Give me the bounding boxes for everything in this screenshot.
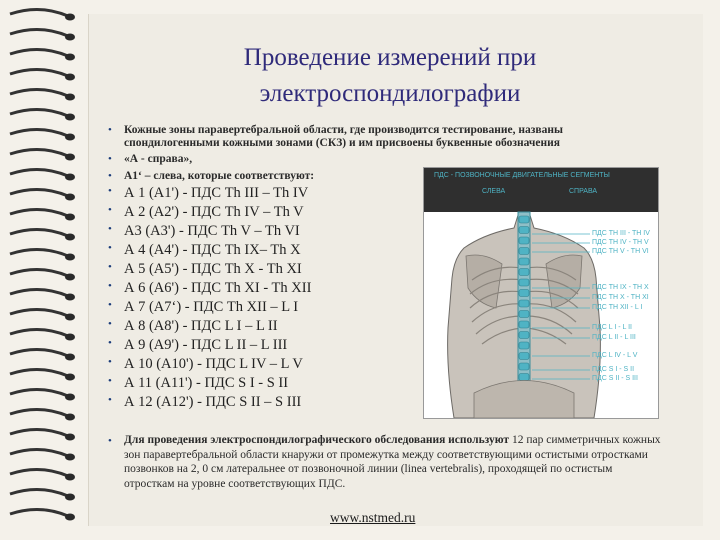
vertebra <box>519 300 529 307</box>
spiral-ring <box>10 449 75 460</box>
spiral-ring <box>10 89 75 100</box>
bullet-icon: • <box>108 318 112 330</box>
segment-item: А3 (А3') - ПДС Th V – Th VI <box>124 223 300 239</box>
spiral-ring <box>10 9 75 20</box>
segment-label: ПДС TH IX - TH X <box>592 284 649 291</box>
spiral-ring <box>10 289 75 300</box>
segment-item: А 6 (А6') - ПДС Th XI - Th XII <box>124 280 312 296</box>
segment-item: А 10 (А10') - ПДС L IV – L V <box>124 356 303 372</box>
segment-label: ПДС TH XII - L I <box>592 304 643 311</box>
spine-figure <box>423 167 659 419</box>
bullet-icon: • <box>108 153 112 165</box>
spiral-ring <box>10 349 75 360</box>
segment-label: ПДС TH III - TH IV <box>592 230 650 237</box>
vertebra <box>519 342 529 349</box>
bullet-icon: • <box>108 204 112 216</box>
spiral-ring <box>10 209 75 220</box>
figure-header: ПДС - ПОЗВОНОЧНЫЕ ДВИГАТЕЛЬНЫЕ СЕГМЕНТЫ <box>434 172 610 179</box>
segment-item: А 8 (А8') - ПДС L I – L II <box>124 318 278 334</box>
spiral-ring <box>10 489 75 500</box>
segment-item: А 5 (А5') - ПДС Th X - Th XI <box>124 261 302 277</box>
slide-title <box>140 40 640 112</box>
vertebra <box>519 332 529 339</box>
spiral-ring <box>10 409 75 420</box>
spiral-ring <box>10 129 75 140</box>
spiral-ring <box>10 149 75 160</box>
bullet-icon: • <box>108 337 112 349</box>
segment-label: ПДС TH IV - TH V <box>592 239 649 246</box>
spiral-ring <box>10 69 75 80</box>
segment-label: ПДС S I - S II <box>592 366 635 373</box>
spiral-ring <box>10 29 75 40</box>
segment-item: А 1 (А1') - ПДС Th III – Th IV <box>124 185 309 201</box>
spiral-ring <box>10 509 75 520</box>
bullet-icon: • <box>108 375 112 387</box>
title-line-2: электроспондилографии <box>259 80 521 107</box>
vertebra <box>519 311 529 318</box>
bullet-icon: • <box>108 394 112 406</box>
spiral-ring <box>10 469 75 480</box>
bottom-rest: 12 пар симметричных кожных зон паравертебральной области кнаружи от промежутка между соответствующими остистыми отростками позвонков на 2, 0 см латеральнее от позвоночной линии (linea vertebralis), проходящей по остистым отросткам на уровне соответствующих ПДС. <box>124 434 661 490</box>
segment-label: ПДС L II - L III <box>592 334 636 341</box>
spiral-ring <box>10 329 75 340</box>
segment-item: А 2 (А2') - ПДС Th IV – Th V <box>124 204 304 220</box>
vertebra <box>519 248 529 255</box>
segment-item: А 9 (А9') - ПДС L II – L III <box>124 337 288 353</box>
vertebra <box>519 290 529 297</box>
vertebra <box>519 374 529 381</box>
site-link[interactable]: www.nstmed.ru <box>330 510 416 525</box>
figure-left-label: СЛЕВА <box>482 188 506 195</box>
bottom-bold: Для проведения электроспондилографического обследования используют <box>124 434 510 446</box>
spiral-ring <box>10 49 75 60</box>
vertebra <box>519 321 529 328</box>
spiral-ring <box>10 109 75 120</box>
segment-label: ПДС TH X - TH XI <box>592 294 649 301</box>
spiral-ring <box>10 189 75 200</box>
spiral-ring <box>10 389 75 400</box>
bullet-icon: • <box>108 356 112 368</box>
bullet-icon: • <box>108 223 112 235</box>
spiral-ring <box>10 169 75 180</box>
figure-right-label: СПРАВА <box>569 188 598 195</box>
intro-line: спондилогенными кожными зонами (СКЗ) и им присвоены буквенные обозначения <box>124 137 560 149</box>
spiral-binding <box>0 0 80 540</box>
bullet-icon: • <box>108 124 112 136</box>
spiral-ring <box>10 249 75 260</box>
segment-label: ПДС TH V - TH VI <box>592 248 649 255</box>
vertebra <box>519 216 529 223</box>
vertebra <box>519 258 529 265</box>
bullet-icon: • <box>108 299 112 311</box>
vertebra <box>519 237 529 244</box>
spiral-ring <box>10 269 75 280</box>
vertebra <box>519 269 529 276</box>
spiral-ring <box>10 369 75 380</box>
intro-line: А1‘ – слева, которые соответствуют: <box>124 170 315 182</box>
spiral-ring <box>10 429 75 440</box>
bullet-icon: • <box>108 280 112 292</box>
segment-item: А 7 (А7‘) - ПДС Th XII – L I <box>124 299 299 315</box>
vertebra <box>519 363 529 370</box>
bottom-text <box>124 433 664 491</box>
intro-line: Кожные зоны паравертебральной области, где производится тестирование, названы <box>124 124 563 136</box>
bullet-icon: • <box>108 185 112 197</box>
bullet-icon: • <box>108 435 112 447</box>
bullet-icon: • <box>108 261 112 273</box>
segment-item: А 11 (А11') - ПДС S I - S II <box>124 375 289 391</box>
title-line-1: Проведение измерений при <box>243 44 537 71</box>
vertebra <box>519 353 529 360</box>
vertebra <box>519 279 529 286</box>
segment-item: А 4 (А4') - ПДС Th IX– Th X <box>124 242 301 258</box>
segment-label: ПДС L IV - L V <box>592 352 638 359</box>
spiral-ring <box>10 309 75 320</box>
segment-label: ПДС S II - S III <box>592 375 638 382</box>
spiral-ring <box>10 229 75 240</box>
bullet-icon: • <box>108 242 112 254</box>
bullet-icon: • <box>108 170 112 182</box>
segment-label: ПДС L I - L II <box>592 324 632 331</box>
intro-line: «А - справа», <box>124 153 193 165</box>
segment-item: А 12 (А12') - ПДС S II – S III <box>124 394 302 410</box>
vertebra <box>519 227 529 234</box>
